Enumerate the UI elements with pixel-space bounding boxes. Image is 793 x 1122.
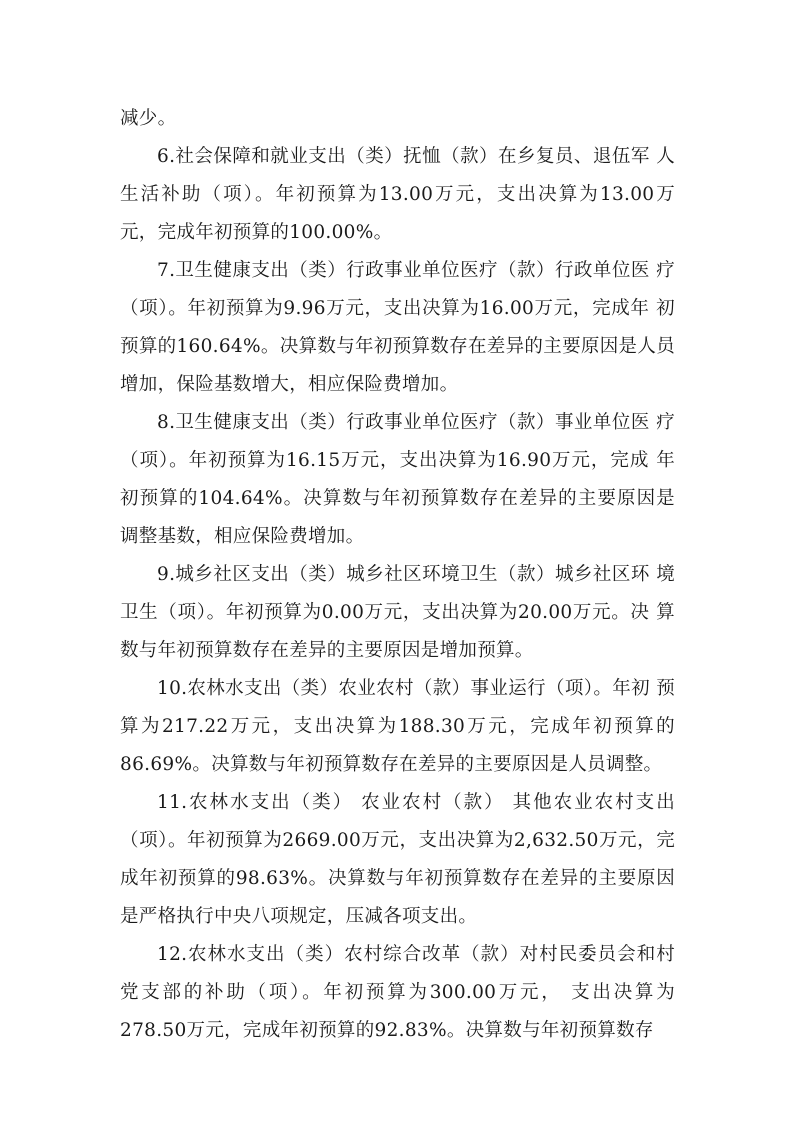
paragraph-continuation: 减少。 xyxy=(120,108,177,129)
document-body xyxy=(120,100,675,1050)
paragraph-item-12: 12.农林水支出（类）农村综合改革（款）对村民委员会和村 党支部的补助（项）。年初预算为300.00万元， 支出决算为278.50万元，完成年初预算的92.83%。决算数与年初预算数存 xyxy=(120,944,675,1041)
paragraph-item-11: 11.农林水支出（类） 农业农村（款） 其他农业农村支出（项）。年初预算为2669.00万元，支出决算为2,632.50万元，完 成年初预算的98.63%。决算数与年初预算数存在差异的主要原因是严格执行中央八项规定，压减各项支出。 xyxy=(120,792,675,927)
paragraph-item-10: 10.农林水支出（类）农业农村（款）事业运行（项）。年初 预算为217.22万元，支出决算为188.30万元，完成年初预算的 86.69%。决算数与年初预算数存在差异的主要原因是人员调整。 xyxy=(120,678,675,775)
paragraph-item-6: 6.社会保障和就业支出（类）抚恤（款）在乡复员、退伍军 人生活补助（项）。年初预算为13.00万元，支出决算为13.00万 元，完成年初预算的100.00%。 xyxy=(120,146,675,243)
paragraph-item-7: 7.卫生健康支出（类）行政事业单位医疗（款）行政单位医 疗（项）。年初预算为9.96万元，支出决算为16.00万元，完成年 初预算的160.64%。决算数与年初预算数存在差异的主要原因是人员增加，保险基数增大，相应保险费增加。 xyxy=(120,260,675,395)
paragraph-item-8: 8.卫生健康支出（类）行政事业单位医疗（款）事业单位医 疗（项）。年初预算为16.15万元，支出决算为16.90万元，完成 年初预算的104.64%。决算数与年初预算数存在差异的主要原因是 调整基数，相应保险费增加。 xyxy=(120,412,675,547)
paragraph-item-9: 9.城乡社区支出（类）城乡社区环境卫生（款）城乡社区环 境卫生（项）。年初预算为0.00万元，支出决算为20.00万元。决 算数与年初预算数存在差异的主要原因是增加预算。 xyxy=(120,564,675,661)
